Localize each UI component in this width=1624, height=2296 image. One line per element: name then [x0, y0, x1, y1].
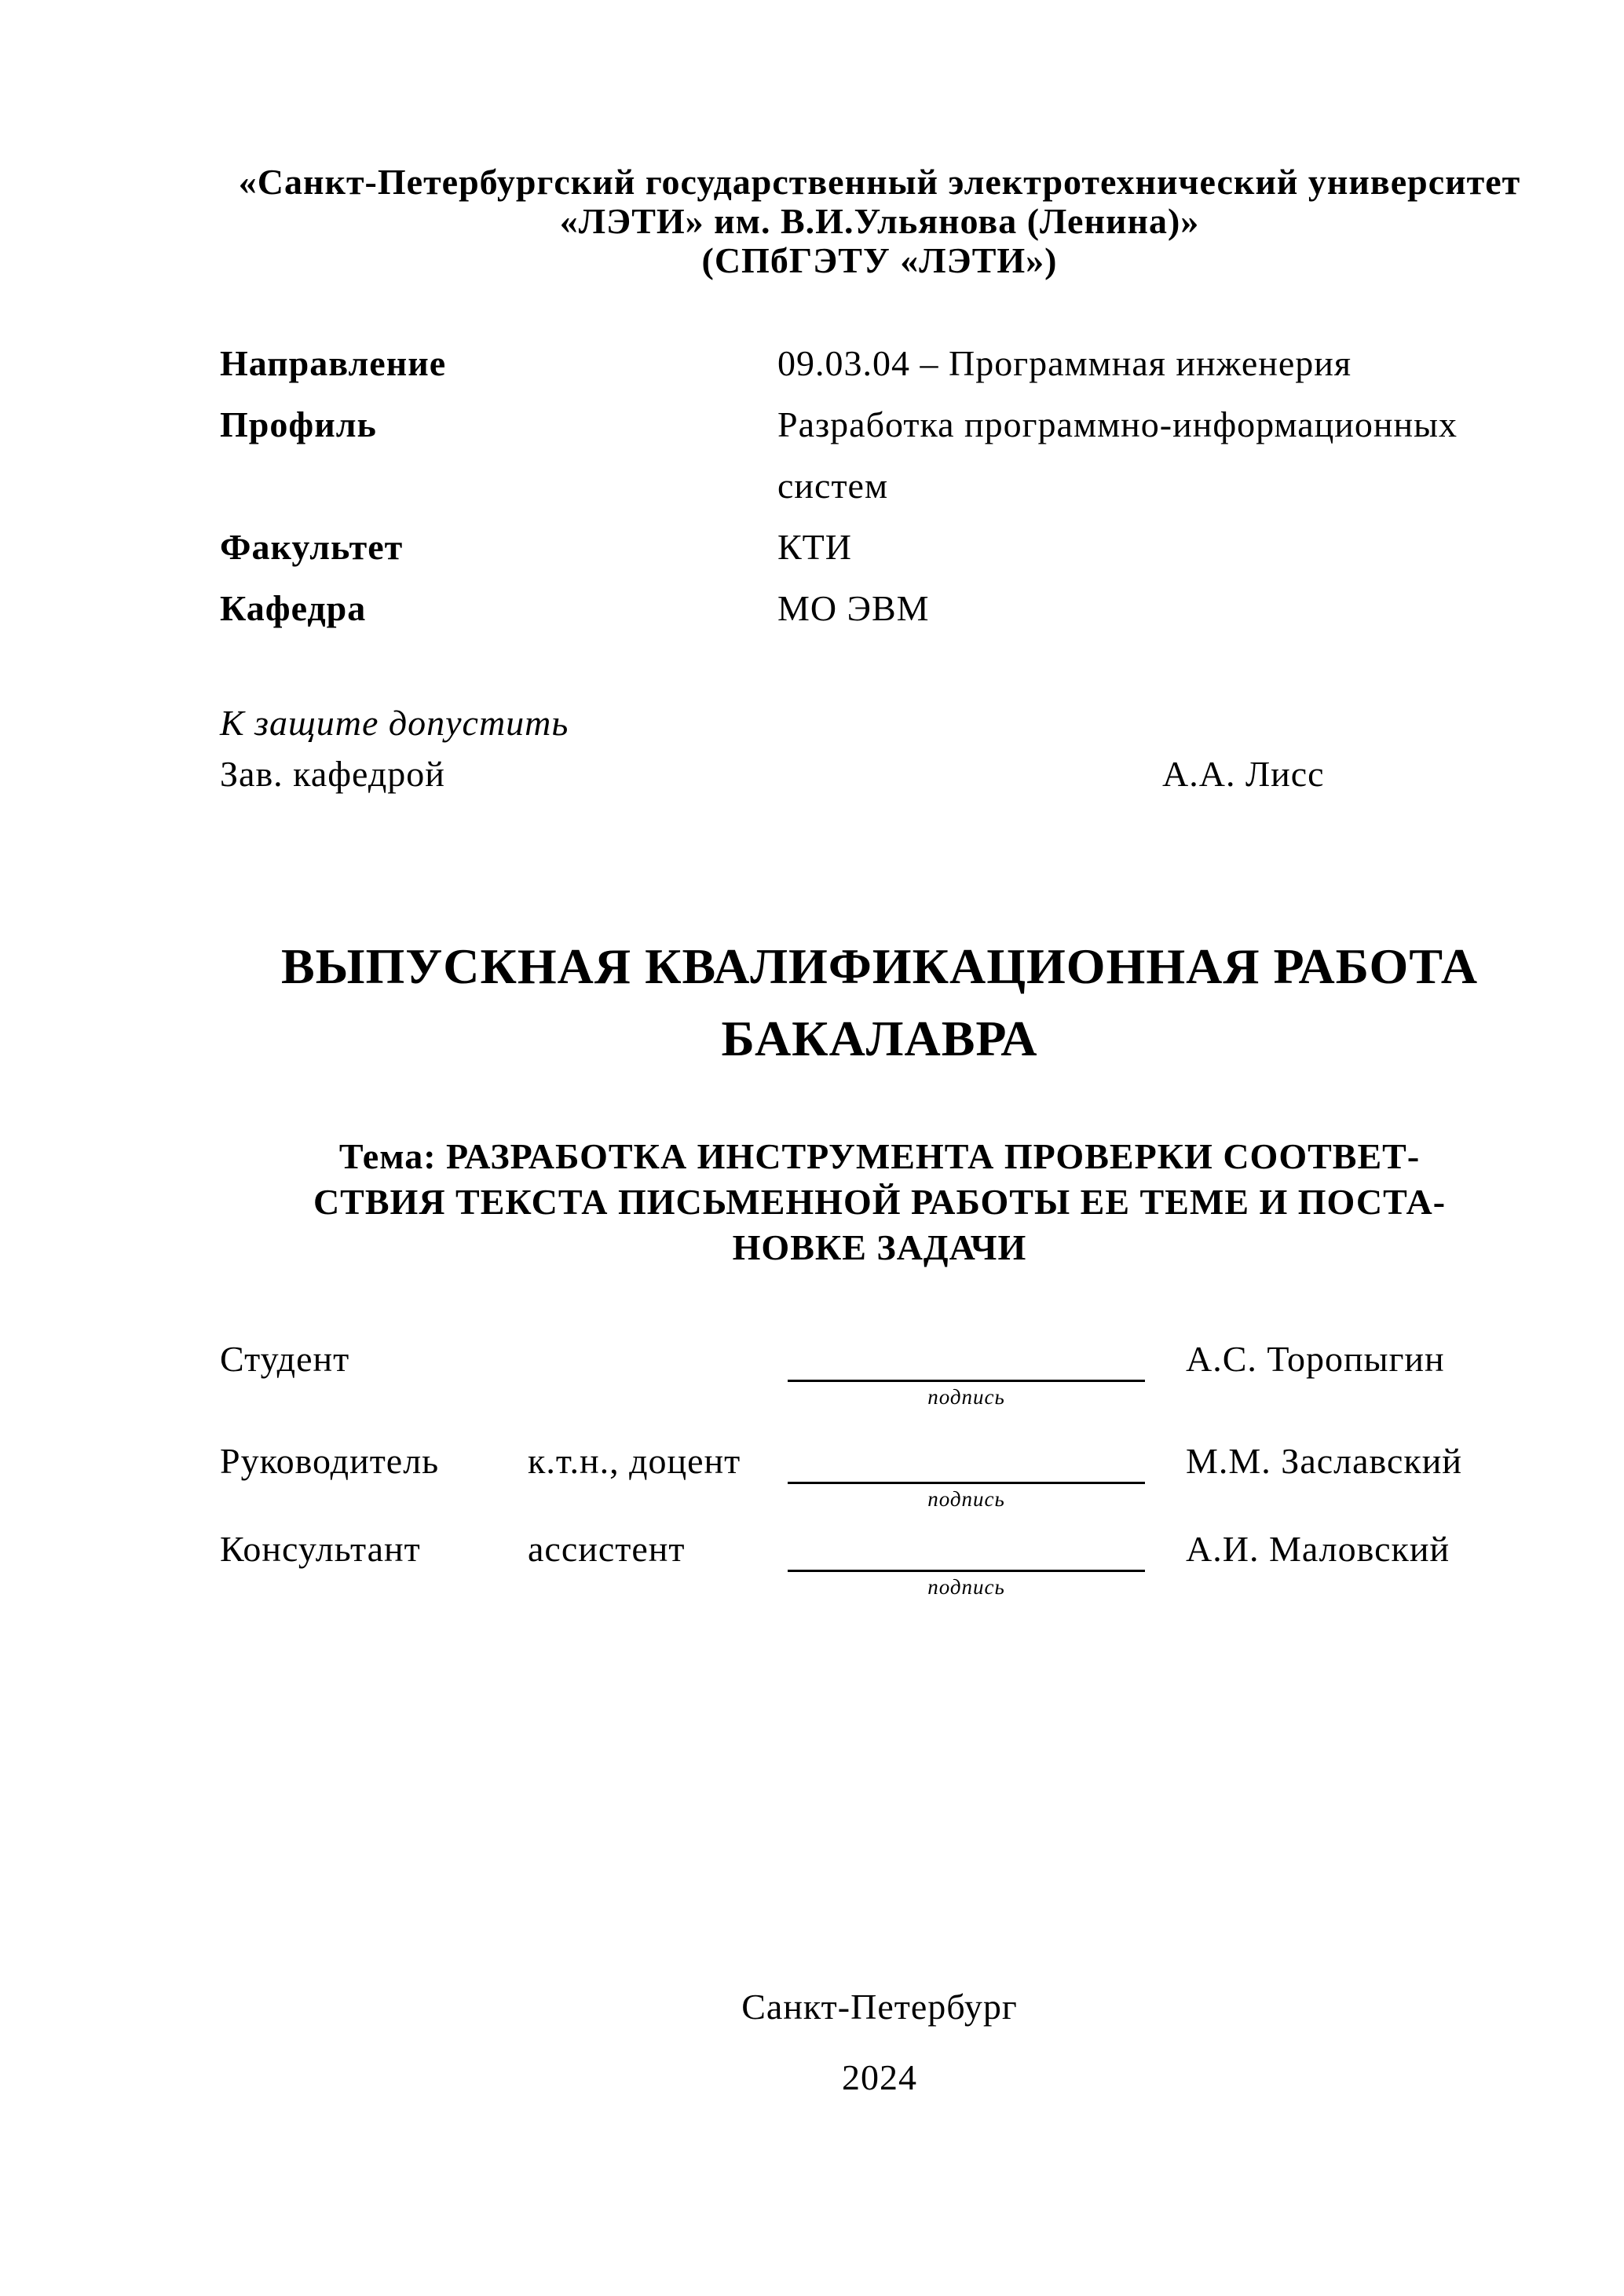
student-signature-line [788, 1380, 1145, 1382]
department-value [777, 578, 1539, 639]
profile-value-line-1: Разработка программно-информационных [777, 404, 1458, 444]
university-name-line-2: «ЛЭТИ» им. В.И.Ульянова (Ленина)» [559, 201, 1200, 241]
faculty-label: Факультет [220, 527, 404, 567]
consultant-rank-label: ассистент [528, 1529, 686, 1569]
thesis-theme [220, 1134, 1539, 1270]
direction-value [777, 333, 1539, 394]
consultant-signature-caption: подпись [927, 1575, 1005, 1599]
direction-label: Направление [220, 343, 447, 383]
info-row-department [220, 578, 1539, 639]
work-type-line-2: БАКАЛАВРА [721, 1011, 1038, 1066]
supervisor-signature-caption: подпись [927, 1487, 1005, 1511]
footer-year: 2024 [842, 2057, 917, 2097]
work-type-line-1: ВЫПУСКНАЯ КВАЛИФИКАЦИОННАЯ РАБОТА [280, 938, 1479, 994]
student-role-label: Студент [220, 1339, 350, 1379]
department-head-row [220, 753, 1539, 795]
university-name-line-1: «Санкт-Петербургский государственный электротехнический университет [238, 162, 1521, 202]
work-type-title [220, 930, 1539, 1075]
university-name-line-3: (СПбГЭТУ «ЛЭТИ») [701, 240, 1058, 280]
department-value-line-1: МО ЭВМ [777, 588, 930, 628]
profile-value-line-2: систем [777, 466, 889, 506]
theme-line-3: НОВКЕ ЗАДАЧИ [732, 1227, 1027, 1267]
student-name: А.С. Торопыгин [1186, 1339, 1445, 1379]
faculty-value-line-1: КТИ [777, 527, 852, 567]
profile-label: Профиль [220, 404, 377, 444]
footer-city: Санкт-Петербург [741, 1987, 1018, 2027]
department-head-label: Зав. кафедрой [220, 754, 445, 794]
department-label: Кафедра [220, 588, 367, 628]
student-signature-caption: подпись [927, 1385, 1005, 1409]
info-row-direction [220, 333, 1539, 394]
consultant-name: А.И. Маловский [1186, 1529, 1450, 1569]
supervisor-role-label: Руководитель [220, 1441, 440, 1481]
theme-line-1: Тема: РАЗРАБОТКА ИНСТРУМЕНТА ПРОВЕРКИ СООТВЕТ- [338, 1136, 1421, 1176]
program-info-section [220, 333, 1539, 639]
supervisor-rank-label: к.т.н., доцент [528, 1441, 741, 1481]
consultant-role-label: Консультант [220, 1529, 421, 1569]
footer [220, 1986, 1539, 2098]
consultant-signature-line [788, 1570, 1145, 1572]
permit-to-defense-line: К защите допустить [220, 703, 569, 743]
info-row-profile [220, 394, 1539, 517]
profile-value [777, 394, 1539, 517]
direction-value-line-1: 09.03.04 – Программная инженерия [777, 343, 1352, 383]
signature-row-student [220, 1338, 1539, 1424]
signature-row-consultant [220, 1528, 1539, 1614]
university-header [220, 163, 1539, 280]
info-row-faculty [220, 517, 1539, 578]
supervisor-name: М.М. Заславский [1186, 1441, 1463, 1481]
faculty-value [777, 517, 1539, 578]
signature-row-supervisor [220, 1440, 1539, 1526]
department-head-name: А.А. Лисс [1162, 754, 1325, 794]
supervisor-signature-line [788, 1482, 1145, 1484]
theme-line-2: СТВИЯ ТЕКСТА ПИСЬМЕННОЙ РАБОТЫ ЕЕ ТЕМЕ И ПОСТА- [313, 1182, 1447, 1222]
